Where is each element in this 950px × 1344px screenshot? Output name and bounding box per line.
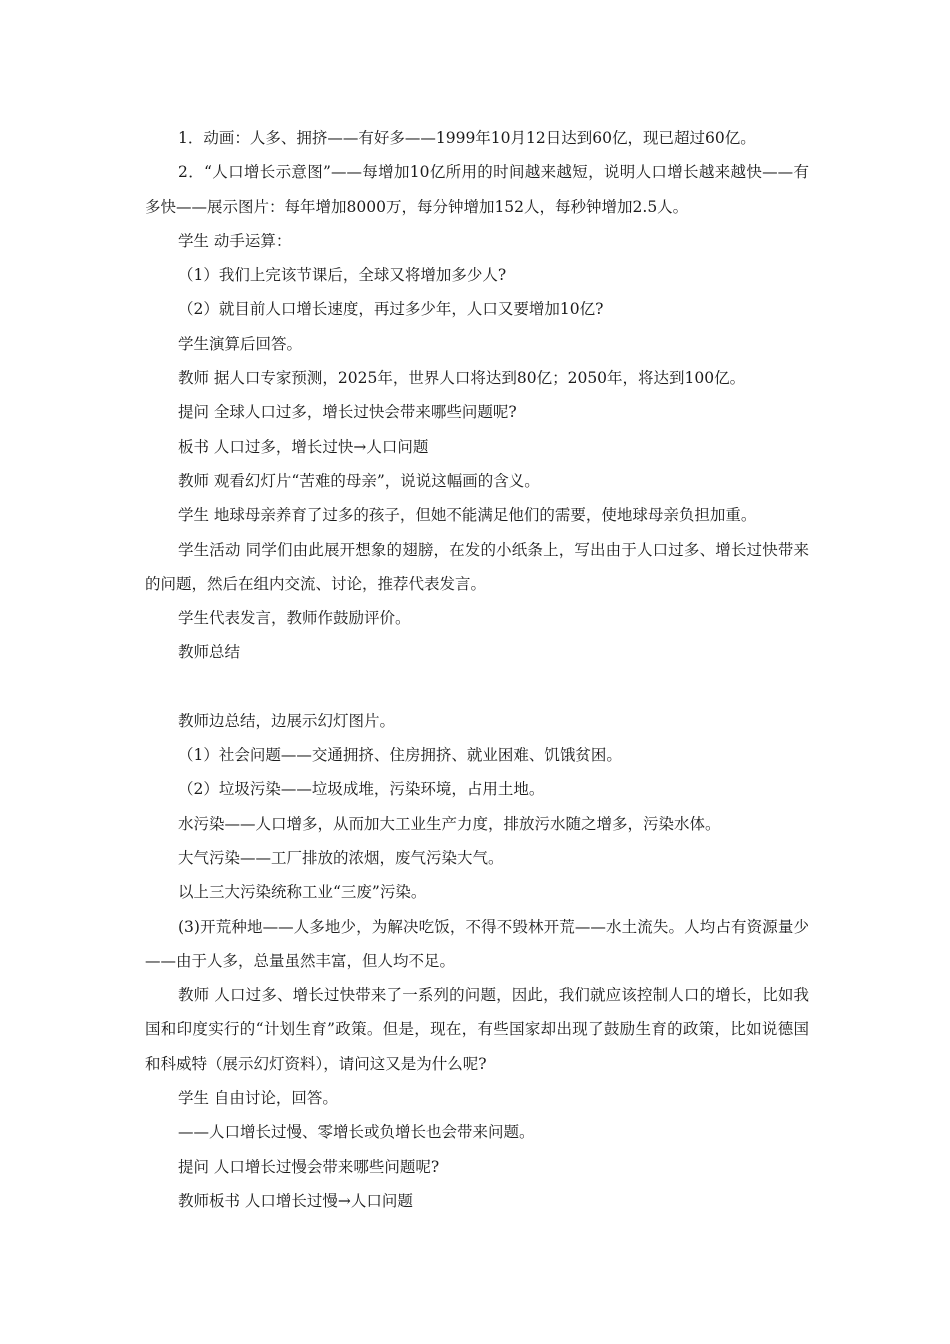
paragraph: 教师 据人口专家预测，2025年，世界人口将达到80亿；2050年，将达到100亿。 — [178, 369, 746, 388]
section-heading: 教师总结 — [178, 643, 241, 662]
paragraph: 教师 观看幻灯片“苦难的母亲”，说说这幅画的含义。 — [178, 471, 540, 490]
paragraph: （1）社会问题——交通拥挤、住房拥挤、就业困难、饥饿贫困。 — [178, 746, 622, 765]
paragraph: ——人口增长过慢、零增长或负增长也会带来问题。 — [178, 1123, 535, 1142]
paragraph: 2．“人口增长示意图”——每增加10亿所用的时间越来越短，说明人口增长越来越快——有多快——展示图片：每年增加8000万，每分钟增加152人，每秒钟增加2.5人。 — [145, 163, 809, 216]
paragraph: （2）垃圾污染——垃圾成堆，污染环境，占用土地。 — [178, 780, 545, 799]
paragraph: 大气污染——工厂排放的浓烟，废气污染大气。 — [178, 848, 504, 867]
paragraph: 学生活动 同学们由此展开想象的翅膀，在发的小纸条上，写出由于人口过多、增长过快带来的问题，然后在组内交流、讨论，推荐代表发言。 — [145, 540, 809, 593]
paragraph: 学生演算后回答。 — [178, 334, 303, 353]
document-body — [145, 121, 809, 1218]
paragraph: 板书 人口过多，增长过快→人口问题 — [178, 437, 429, 456]
paragraph: （1）我们上完该节课后，全球又将增加多少人? — [178, 266, 507, 285]
blank-line — [145, 670, 809, 704]
paragraph: 1．动画：人多、拥挤——有好多——1999年10月12日达到60亿，现已超过60亿。 — [178, 129, 756, 147]
paragraph: 学生 动手运算： — [178, 231, 292, 250]
paragraph: 教师边总结，边展示幻灯图片。 — [178, 711, 396, 730]
paragraph: 以上三大污染统称工业“三废”污染。 — [178, 883, 427, 902]
paragraph: (3)开荒种地——人多地少，为解决吃饭，不得不毁林开荒——水土流失。人均占有资源量少——由于人多，总量虽然丰富，但人均不足。 — [145, 917, 809, 970]
paragraph: 教师 人口过多、增长过快带来了一系列的问题，因此，我们就应该控制人口的增长，比如我国和印度实行的“计划生育”政策。但是，现在，有些国家却出现了鼓励生育的政策，比如说德国和科威特（展示幻灯资料），请问这又是为什么呢? — [145, 986, 809, 1073]
paragraph: 学生代表发言，教师作鼓励评价。 — [178, 609, 411, 628]
paragraph: 提问 人口增长过慢会带来哪些问题呢? — [178, 1157, 440, 1176]
paragraph: 水污染——人口增多，从而加大工业生产力度，排放污水随之增多，污染水体。 — [178, 814, 721, 833]
paragraph: 学生 地球母亲养育了过多的孩子，但她不能满足他们的需要，使地球母亲负担加重。 — [178, 506, 757, 525]
paragraph: 提问 全球人口过多，增长过快会带来哪些问题呢? — [178, 403, 517, 422]
paragraph: （2）就目前人口增长速度，再过多少年，人口又要增加10亿? — [178, 300, 604, 319]
paragraph: 学生 自由讨论，回答。 — [178, 1089, 338, 1108]
paragraph: 教师板书 人口增长过慢→人口问题 — [178, 1191, 413, 1210]
